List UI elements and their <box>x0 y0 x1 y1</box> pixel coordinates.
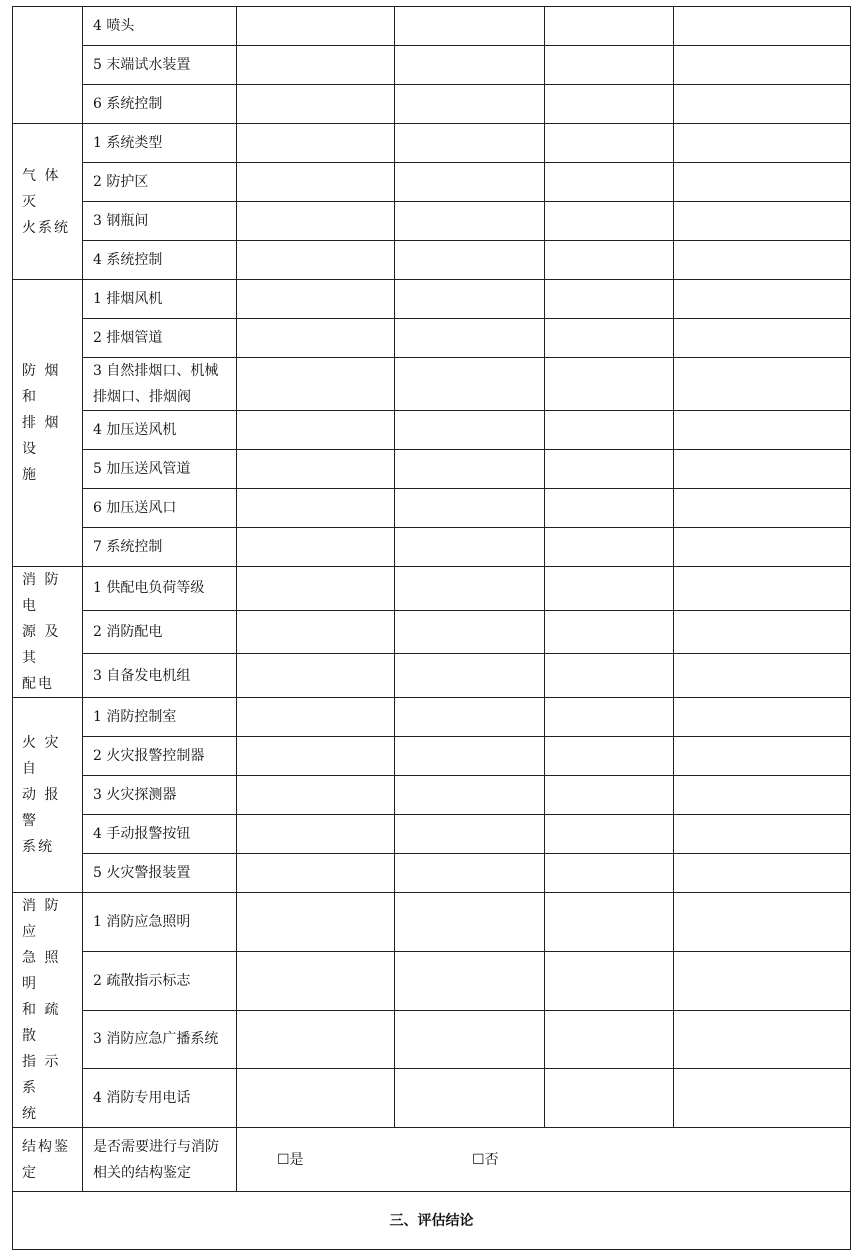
item-label <box>83 358 237 411</box>
entry-cell[interactable] <box>545 567 674 611</box>
item-label: 4 系统控制 <box>83 241 237 280</box>
table-row <box>13 893 851 952</box>
category-line: 气 体 灭 <box>22 167 61 210</box>
category-line: 配电 <box>22 676 54 692</box>
entry-cell[interactable] <box>674 319 851 358</box>
entry-cell[interactable] <box>674 854 851 893</box>
category-cell <box>13 7 83 124</box>
item-label: 5 火灾警报装置 <box>83 854 237 893</box>
entry-cell[interactable] <box>237 698 395 737</box>
category-line: 防 烟 和 <box>22 363 61 405</box>
entry-cell[interactable] <box>395 737 545 776</box>
entry-cell[interactable] <box>545 241 674 280</box>
table-row <box>13 280 851 319</box>
item-label: 1 消防控制室 <box>83 698 237 737</box>
table-row <box>13 163 851 202</box>
table-row <box>13 815 851 854</box>
category-cell-fire-alarm <box>13 698 83 893</box>
entry-cell[interactable] <box>395 450 545 489</box>
option-yes-checkbox[interactable]: ☐是 <box>277 1151 304 1168</box>
entry-cell[interactable] <box>674 815 851 854</box>
item-label: 5 加压送风管道 <box>83 450 237 489</box>
entry-cell[interactable] <box>237 489 395 528</box>
entry-cell[interactable] <box>674 7 851 46</box>
entry-cell[interactable] <box>674 1069 851 1128</box>
structure-question <box>83 1128 237 1192</box>
category-line: 定 <box>22 1164 38 1181</box>
entry-cell[interactable] <box>237 893 395 952</box>
item-label: 5 末端试水装置 <box>83 46 237 85</box>
entry-cell[interactable] <box>674 411 851 450</box>
item-label: 3 自备发电机组 <box>83 654 237 698</box>
entry-cell[interactable] <box>395 528 545 567</box>
entry-cell[interactable] <box>237 46 395 85</box>
entry-cell[interactable] <box>545 528 674 567</box>
category-line: 和 疏 散 <box>22 1002 61 1044</box>
table-row <box>13 319 851 358</box>
entry-cell[interactable] <box>237 241 395 280</box>
entry-cell[interactable] <box>674 241 851 280</box>
category-line: 排 烟 设 <box>22 415 61 457</box>
entry-cell[interactable] <box>237 528 395 567</box>
entry-cell[interactable] <box>545 776 674 815</box>
conclusion-row <box>13 1192 851 1250</box>
entry-cell[interactable] <box>237 450 395 489</box>
entry-cell[interactable] <box>674 202 851 241</box>
entry-cell[interactable] <box>545 319 674 358</box>
entry-cell[interactable] <box>395 411 545 450</box>
entry-cell[interactable] <box>237 654 395 698</box>
entry-cell[interactable] <box>237 85 395 124</box>
item-label: 2 疏散指示标志 <box>83 951 237 1010</box>
category-line: 消 防 应 <box>22 898 61 940</box>
entry-cell[interactable] <box>237 951 395 1010</box>
entry-cell[interactable] <box>395 202 545 241</box>
table-row <box>13 1069 851 1128</box>
category-line: 结构鉴 <box>22 1138 70 1155</box>
entry-cell[interactable] <box>237 124 395 163</box>
category-cell-structure <box>13 1128 83 1192</box>
entry-cell[interactable] <box>674 489 851 528</box>
entry-cell[interactable] <box>237 776 395 815</box>
table-row <box>13 489 851 528</box>
entry-cell[interactable] <box>395 7 545 46</box>
entry-cell[interactable] <box>674 567 851 611</box>
item-label: 3 钢瓶间 <box>83 202 237 241</box>
entry-cell[interactable] <box>395 241 545 280</box>
table-row <box>13 737 851 776</box>
table-row <box>13 528 851 567</box>
entry-cell[interactable] <box>395 567 545 611</box>
option-no-checkbox[interactable]: ☐否 <box>472 1151 499 1168</box>
entry-cell[interactable] <box>674 358 851 411</box>
entry-cell[interactable] <box>395 124 545 163</box>
inspection-table <box>12 6 851 1250</box>
entry-cell[interactable] <box>545 698 674 737</box>
structure-question-line: 相关的结构鉴定 <box>93 1164 191 1181</box>
entry-cell[interactable] <box>395 319 545 358</box>
table-row <box>13 1010 851 1069</box>
table-row <box>13 411 851 450</box>
item-label-line: 3 自然排烟口、机械 <box>93 363 219 379</box>
entry-cell[interactable] <box>674 654 851 698</box>
table-row <box>13 46 851 85</box>
table-row <box>13 567 851 611</box>
table-row <box>13 241 851 280</box>
entry-cell[interactable] <box>545 85 674 124</box>
table-row <box>13 85 851 124</box>
table-row <box>13 450 851 489</box>
entry-cell[interactable] <box>545 654 674 698</box>
entry-cell[interactable] <box>395 163 545 202</box>
entry-cell[interactable] <box>674 893 851 952</box>
table-row <box>13 202 851 241</box>
entry-cell[interactable] <box>674 737 851 776</box>
category-cell-fire-power <box>13 567 83 698</box>
entry-cell[interactable] <box>545 610 674 654</box>
entry-cell[interactable] <box>237 319 395 358</box>
table-row <box>13 358 851 411</box>
category-cell-gas-extinguishing <box>13 124 83 280</box>
entry-cell[interactable] <box>545 951 674 1010</box>
item-label: 3 消防应急广播系统 <box>83 1010 237 1069</box>
entry-cell[interactable] <box>237 411 395 450</box>
entry-cell[interactable] <box>395 358 545 411</box>
table-row <box>13 124 851 163</box>
structure-appraisal-row <box>13 1128 851 1192</box>
table-row <box>13 654 851 698</box>
category-line: 急 照 明 <box>22 950 61 992</box>
entry-cell[interactable] <box>674 698 851 737</box>
entry-cell[interactable] <box>545 411 674 450</box>
entry-cell[interactable] <box>237 815 395 854</box>
entry-cell[interactable] <box>545 7 674 46</box>
entry-cell[interactable] <box>237 567 395 611</box>
category-line: 火 灾 自 <box>22 735 61 777</box>
entry-cell[interactable] <box>545 737 674 776</box>
item-label: 4 消防专用电话 <box>83 1069 237 1128</box>
entry-cell[interactable] <box>545 280 674 319</box>
entry-cell[interactable] <box>545 489 674 528</box>
category-line: 动 报 警 <box>22 787 61 829</box>
item-label: 2 排烟管道 <box>83 319 237 358</box>
entry-cell[interactable] <box>674 951 851 1010</box>
category-line: 施 <box>22 467 38 483</box>
item-label: 6 系统控制 <box>83 85 237 124</box>
entry-cell[interactable] <box>395 654 545 698</box>
entry-cell[interactable] <box>674 610 851 654</box>
category-cell-smoke-control <box>13 280 83 567</box>
category-line: 统 <box>22 1106 38 1122</box>
entry-cell[interactable] <box>395 893 545 952</box>
item-label: 4 喷头 <box>83 7 237 46</box>
structure-question-line: 是否需要进行与消防 <box>93 1138 219 1155</box>
item-label: 2 防护区 <box>83 163 237 202</box>
item-label-line: 排烟口、排烟阀 <box>93 389 191 405</box>
entry-cell[interactable] <box>674 163 851 202</box>
table-row <box>13 698 851 737</box>
entry-cell[interactable] <box>395 815 545 854</box>
category-line: 火系统 <box>22 219 70 236</box>
entry-cell[interactable] <box>395 854 545 893</box>
entry-cell[interactable] <box>237 737 395 776</box>
entry-cell[interactable] <box>674 124 851 163</box>
category-cell-emergency-lighting <box>13 893 83 1128</box>
category-line: 系统 <box>22 839 54 855</box>
table-row <box>13 7 851 46</box>
item-label: 4 加压送风机 <box>83 411 237 450</box>
entry-cell[interactable] <box>395 46 545 85</box>
entry-cell[interactable] <box>237 1010 395 1069</box>
table-row <box>13 951 851 1010</box>
entry-cell[interactable] <box>545 46 674 85</box>
entry-cell[interactable] <box>237 358 395 411</box>
entry-cell[interactable] <box>545 202 674 241</box>
entry-cell[interactable] <box>237 610 395 654</box>
category-line: 消 防 电 <box>22 572 61 614</box>
entry-cell[interactable] <box>395 85 545 124</box>
entry-cell[interactable] <box>237 7 395 46</box>
entry-cell[interactable] <box>674 776 851 815</box>
item-label: 3 火灾探测器 <box>83 776 237 815</box>
entry-cell[interactable] <box>545 1010 674 1069</box>
item-label: 4 手动报警按钮 <box>83 815 237 854</box>
entry-cell[interactable] <box>545 163 674 202</box>
entry-cell[interactable] <box>395 280 545 319</box>
item-label: 1 系统类型 <box>83 124 237 163</box>
conclusion-title: 三、评估结论 <box>13 1192 851 1250</box>
entry-cell[interactable] <box>237 280 395 319</box>
entry-cell[interactable] <box>395 1069 545 1128</box>
entry-cell[interactable] <box>545 450 674 489</box>
item-label: 1 消防应急照明 <box>83 893 237 952</box>
category-line: 指 示 系 <box>22 1054 61 1096</box>
table-row <box>13 854 851 893</box>
entry-cell[interactable] <box>395 610 545 654</box>
entry-cell[interactable] <box>674 280 851 319</box>
entry-cell[interactable] <box>395 776 545 815</box>
item-label: 2 消防配电 <box>83 610 237 654</box>
entry-cell[interactable] <box>545 854 674 893</box>
entry-cell[interactable] <box>395 951 545 1010</box>
entry-cell[interactable] <box>237 163 395 202</box>
entry-cell[interactable] <box>395 1010 545 1069</box>
category-line: 源 及 其 <box>22 624 61 666</box>
item-label: 6 加压送风口 <box>83 489 237 528</box>
entry-cell[interactable] <box>395 489 545 528</box>
entry-cell[interactable] <box>545 1069 674 1128</box>
table-row <box>13 610 851 654</box>
entry-cell[interactable] <box>545 358 674 411</box>
entry-cell[interactable] <box>545 124 674 163</box>
entry-cell[interactable] <box>545 815 674 854</box>
entry-cell[interactable] <box>237 854 395 893</box>
item-label: 1 排烟风机 <box>83 280 237 319</box>
entry-cell[interactable] <box>237 202 395 241</box>
entry-cell[interactable] <box>674 46 851 85</box>
item-label: 1 供配电负荷等级 <box>83 567 237 611</box>
entry-cell[interactable] <box>237 1069 395 1128</box>
structure-options <box>237 1128 851 1192</box>
entry-cell[interactable] <box>674 450 851 489</box>
table-row <box>13 776 851 815</box>
entry-cell[interactable] <box>674 1010 851 1069</box>
entry-cell[interactable] <box>674 528 851 567</box>
entry-cell[interactable] <box>674 85 851 124</box>
entry-cell[interactable] <box>545 893 674 952</box>
item-label: 2 火灾报警控制器 <box>83 737 237 776</box>
item-label: 7 系统控制 <box>83 528 237 567</box>
entry-cell[interactable] <box>395 698 545 737</box>
